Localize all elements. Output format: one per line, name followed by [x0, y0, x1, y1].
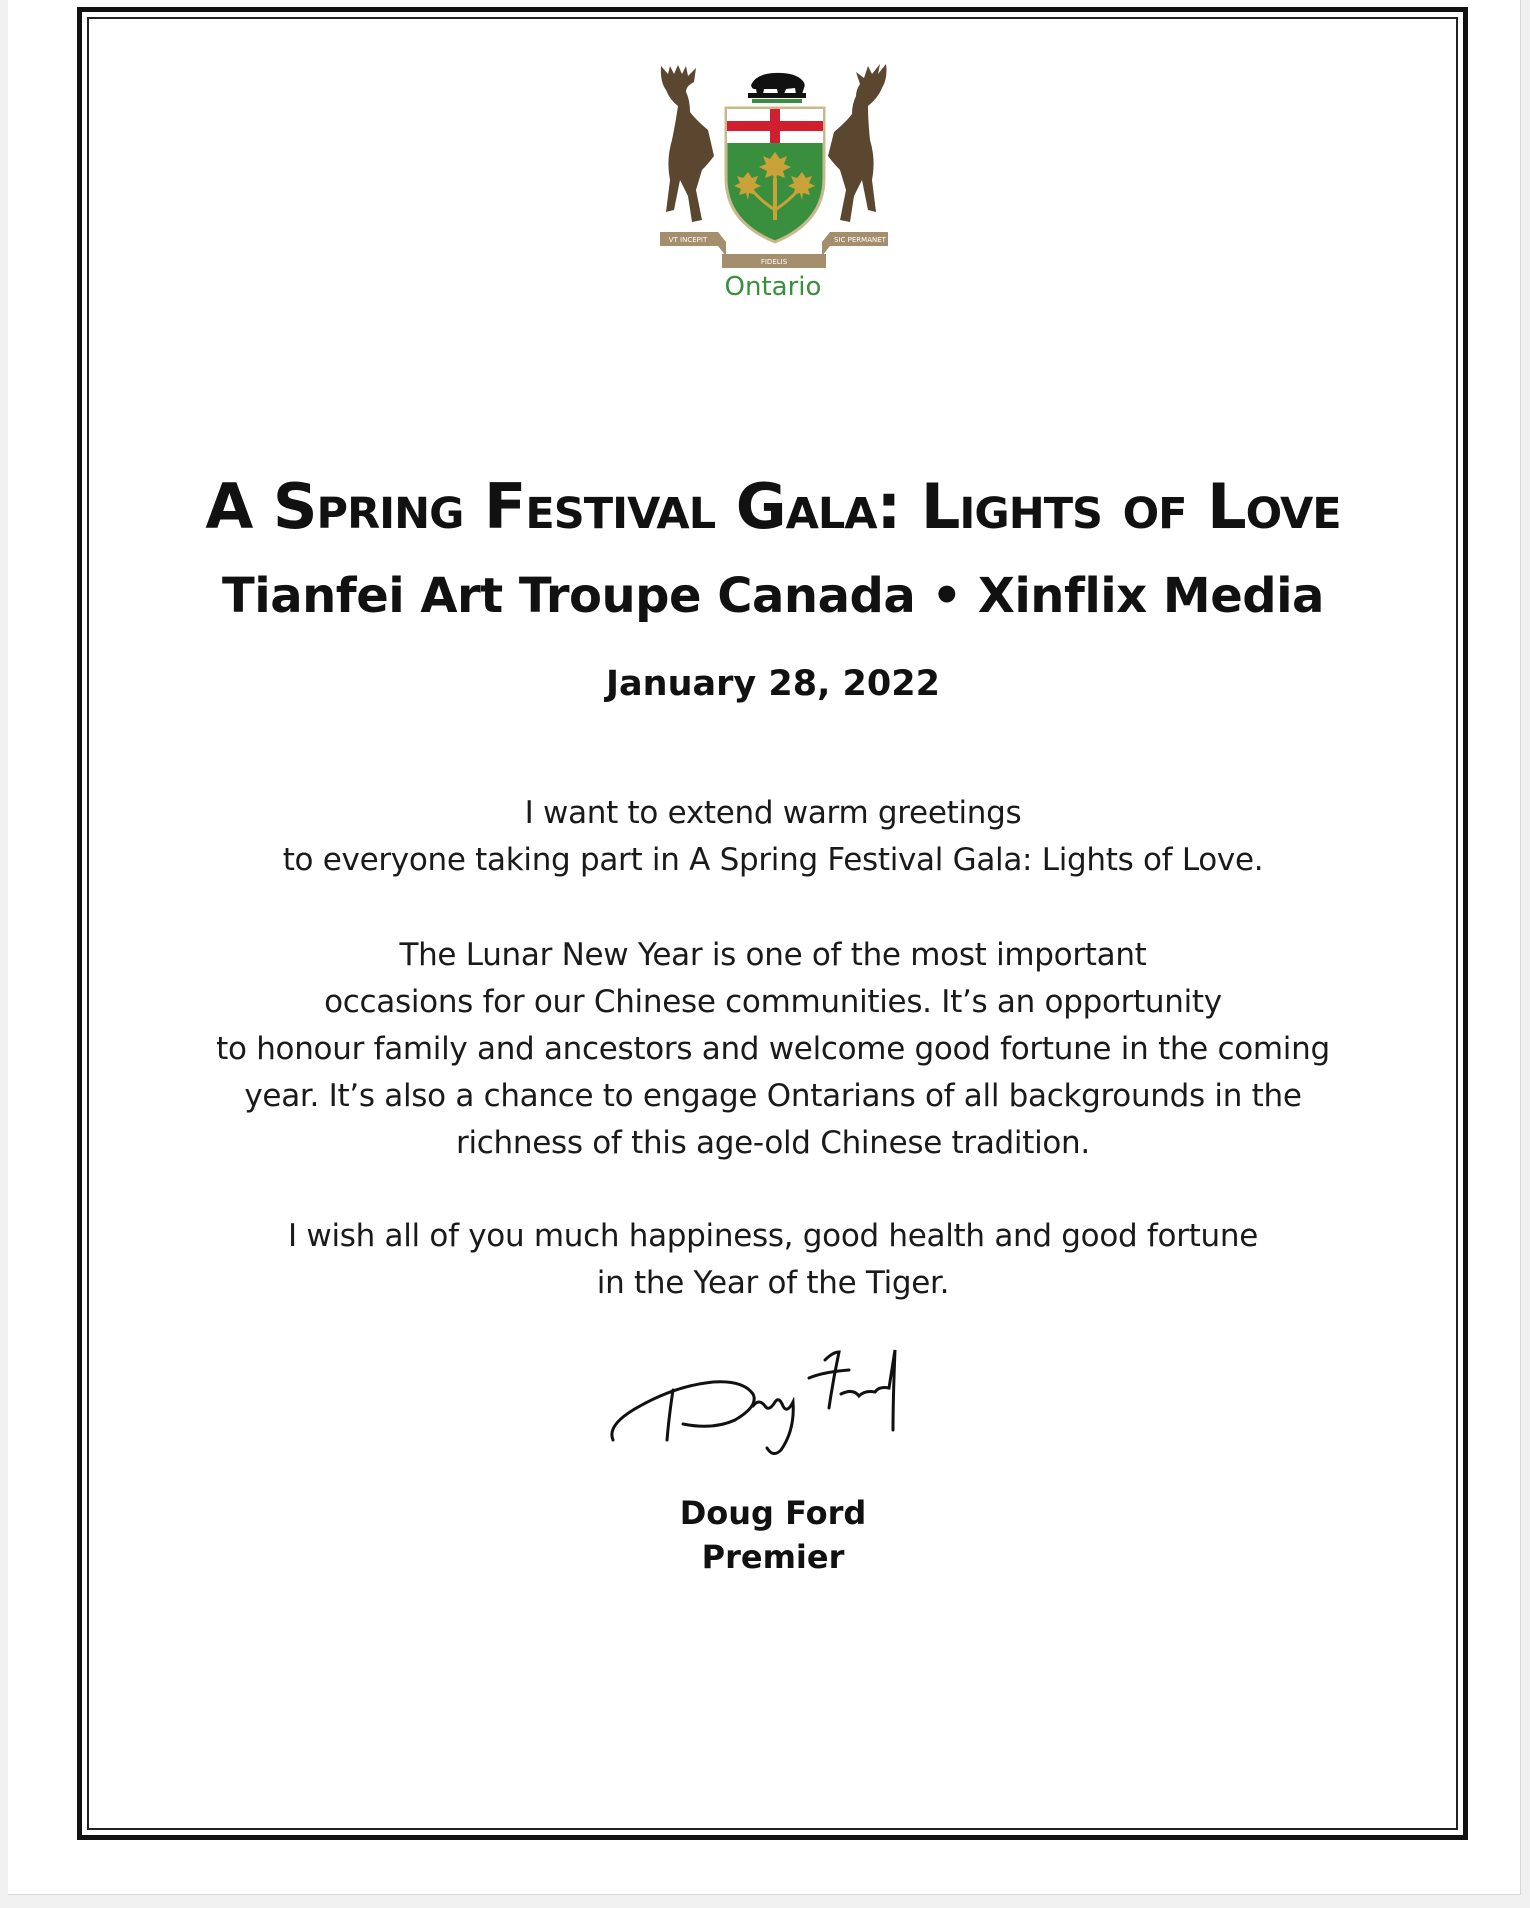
paragraph-line: to honour family and ancestors and welcome good fortune in the coming — [216, 1031, 1330, 1067]
motto-left: VT INCEPIT — [668, 236, 708, 244]
paragraph-greeting — [128, 790, 1418, 884]
letter-date: January 28, 2022 — [606, 664, 940, 704]
signer-name: Doug Ford — [679, 1494, 867, 1532]
paragraph-line: to everyone taking part in A Spring Festival Gala: Lights of Love. — [282, 842, 1264, 878]
shield — [726, 108, 824, 242]
emblem-name: Ontario — [724, 272, 822, 302]
letter-page — [8, 0, 1521, 1895]
paragraph-line: I want to extend warm greetings — [524, 795, 1022, 831]
paragraph-line: richness of this age-old Chinese tradition. — [456, 1125, 1090, 1161]
handwritten-signature — [603, 1340, 943, 1470]
paragraph-line: year. It’s also a chance to engage Ontarians of all backgrounds in the — [244, 1078, 1302, 1114]
ontario-coat-of-arms — [656, 60, 892, 278]
motto-right: SIC PERMANET — [834, 236, 886, 244]
letter-title: A Spring Festival Gala: Lights of Love — [205, 470, 1341, 543]
paragraph-line: in the Year of the Tiger. — [596, 1265, 950, 1301]
moose-supporter-left — [661, 65, 714, 222]
motto-center: FIDELIS — [760, 258, 788, 266]
deer-supporter-right — [828, 64, 887, 222]
paragraph-line: I wish all of you much happiness, good health and good fortune — [288, 1218, 1258, 1254]
paragraph-lunar-new-year — [128, 932, 1418, 1167]
bear-crest — [748, 73, 806, 103]
letter-subtitle: Tianfei Art Troupe Canada • Xinflix Media — [222, 568, 1324, 624]
paragraph-line: The Lunar New Year is one of the most important — [399, 937, 1147, 973]
signer-title: Premier — [701, 1538, 845, 1576]
paragraph-line: occasions for our Chinese communities. It’s an opportunity — [324, 984, 1222, 1020]
paragraph-wishes — [128, 1213, 1418, 1307]
